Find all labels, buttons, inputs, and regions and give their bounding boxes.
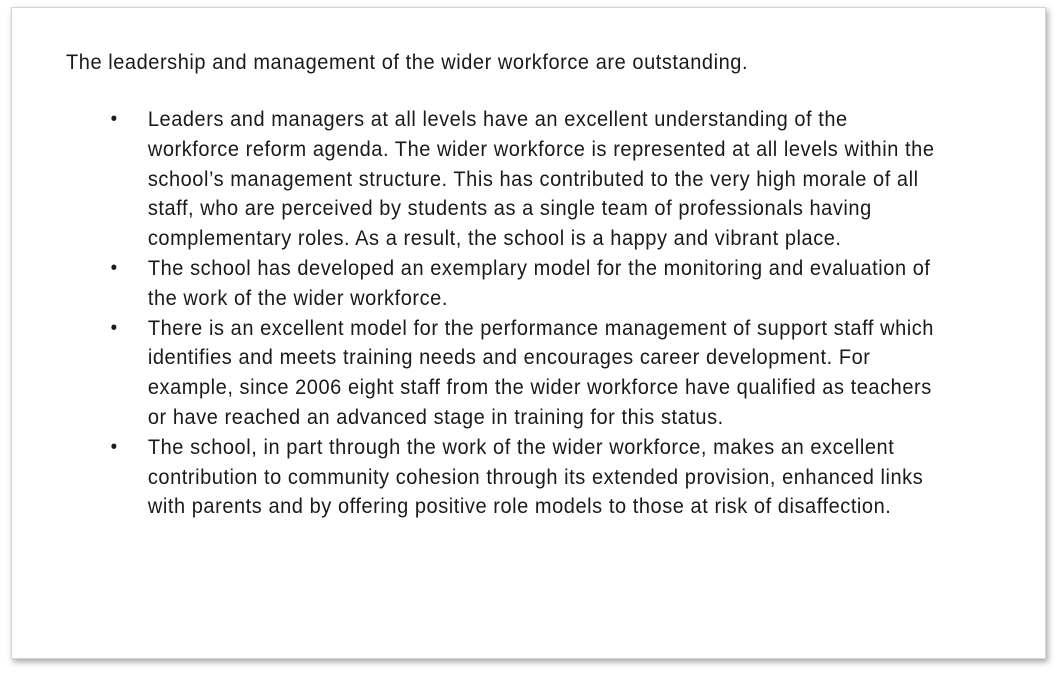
list-item: [66, 433, 940, 522]
list-item: [66, 254, 940, 314]
bullet-text: The school has developed an exemplary model for the monitoring and evaluation of the work of the wider workforce.: [147, 255, 931, 310]
bullet-list: [66, 105, 940, 522]
bullet-text: Leaders and managers at all levels have an excellent understanding of the workforce reform agenda. The wider workforce is represented at all levels within the school’s management structure. This has contributed to the very high morale of all staff, who are perceived by students as a single team of professionals having complementary roles. As a result, the school is a happy and vibrant place.: [147, 107, 935, 251]
bullet-icon: •: [110, 435, 118, 458]
bullet-icon: •: [110, 108, 118, 130]
list-item: [66, 105, 940, 254]
document-content: [66, 48, 940, 522]
document-page: [11, 7, 1046, 659]
bullet-text: There is an excellent model for the performance management of support staff which identifies and meets training needs and encourages career development. For example, since 2006 eight staff from the wider workforce have qualified as teachers or have reached an advanced stage in training for this status.: [147, 315, 934, 429]
intro-paragraph: The leadership and management of the wider workforce are outstanding.: [66, 50, 749, 74]
bullet-text: The school, in part through the work of the wider workforce, makes an excellent contribution to community cohesion through its extended provision, enhanced links with parents and by offering positive role models to those at risk of disaffection.: [147, 434, 924, 519]
list-item: [66, 314, 940, 433]
bullet-icon: •: [110, 256, 118, 279]
bullet-icon: •: [110, 316, 118, 339]
